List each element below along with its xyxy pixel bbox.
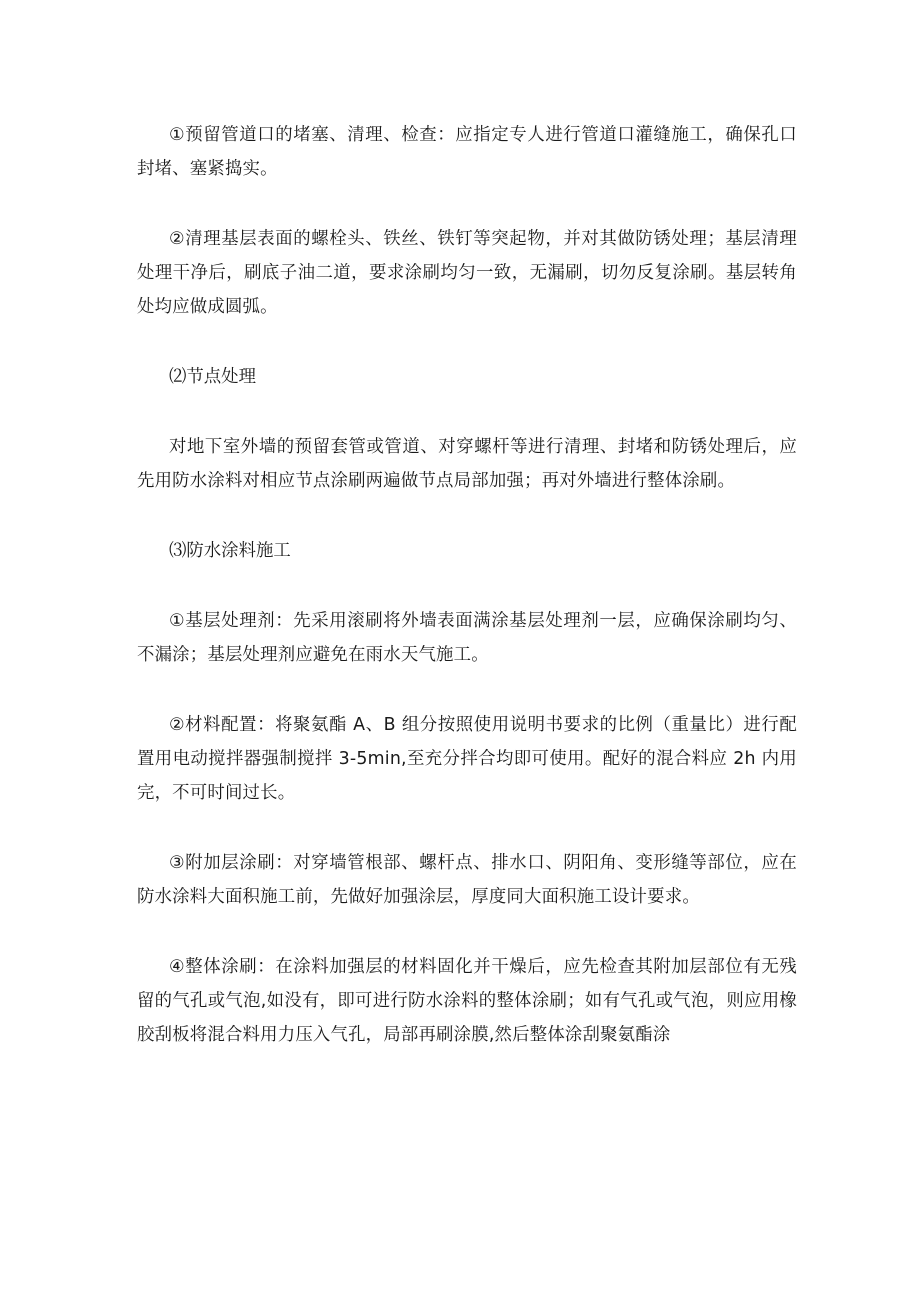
heading-waterproof-coating: ⑶防水涂料施工: [169, 541, 291, 561]
paragraph-node-treatment: 对地下室外墙的预留套管或管道、对穿螺杆等进行清理、封堵和防锈处理后，应先用防水涂料对相应节点涂刷两遍做节点局部加强；再对外墙进行整体涂刷。: [137, 437, 797, 491]
paragraph-base-layer-cleaning: ②清理基层表面的螺栓头、铁丝、铁钉等突起物，并对其做防锈处理；基层清理处理干净后，刷底子油二道，要求涂刷均匀一致，无漏刷，切勿反复涂刷。基层转角处均应做成圆弧。: [137, 229, 797, 317]
heading-node-treatment: ⑵节点处理: [169, 367, 256, 387]
document-body: [137, 118, 797, 1052]
paragraph-pipe-opening-sealing: ①预留管道口的堵塞、清理、检查：应指定专人进行管道口灌缝施工，确保孔口封堵、塞紧捣实。: [137, 125, 797, 179]
paragraph-material-preparation: ②材料配置：将聚氨酯 A、B 组分按照使用说明书要求的比例（重量比）进行配置用电动搅拌器强制搅拌 3-5min,至充分拌合均即可使用。配好的混合料应 2h 内用完，不可时间过长。: [137, 715, 797, 803]
paragraph-overall-coating: ④整体涂刷：在涂料加强层的材料固化并干燥后，应先检查其附加层部位有无残留的气孔或气泡,如没有，即可进行防水涂料的整体涂刷；如有气孔或气泡，则应用橡胶刮板将混合料用力压入气孔，局部再刷涂膜,然后整体涂刮聚氨酯涂: [137, 957, 797, 1045]
paragraph-additional-layer: ③附加层涂刷：对穿墙管根部、螺杆点、排水口、阴阳角、变形缝等部位，应在防水涂料大面积施工前，先做好加强涂层，厚度同大面积施工设计要求。: [137, 853, 797, 907]
paragraph-base-treatment-agent: ①基层处理剂：先采用滚刷将外墙表面满涂基层处理剂一层，应确保涂刷均匀、不漏涂；基层处理剂应避免在雨水天气施工。: [137, 611, 797, 665]
